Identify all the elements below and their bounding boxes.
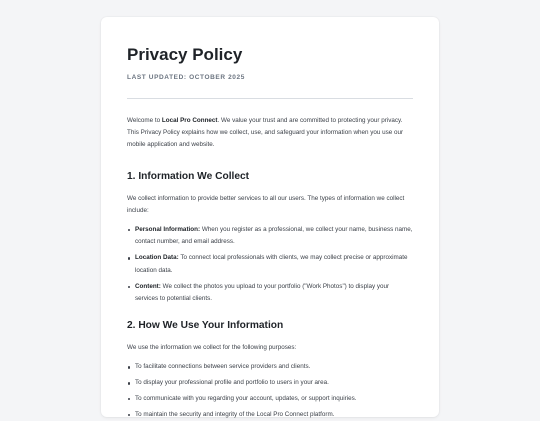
list-item: To maintain the security and integrity of the Local Pro Connect platform. — [135, 409, 413, 421]
list-item-label: Content: — [135, 282, 161, 290]
list-item: To facilitate connections between service providers and clients. — [135, 361, 413, 373]
list-item-label: Location Data: — [135, 254, 179, 262]
last-updated-label: LAST UPDATED: OCTOBER 2025 — [127, 74, 245, 81]
section-heading-use: 2. How We Use Your Information — [127, 320, 284, 332]
intro-prefix: Welcome to — [127, 117, 162, 124]
list-item-text: We collect the photos you upload to your portfolio ("Work Photos") to display your services to potential clients. — [135, 282, 390, 303]
page-title: Privacy Policy — [127, 45, 243, 64]
list-item-text: To connect local professionals with clients, we may collect precise or approximate location data. — [135, 254, 408, 274]
list-item-label: Personal Information: — [135, 226, 201, 234]
collect-list — [127, 224, 413, 305]
list-item — [135, 281, 413, 305]
section-heading-collect: 1. Information We Collect — [127, 170, 250, 182]
intro-paragraph — [127, 115, 413, 152]
intro-suffix: . We value your trust and are committed to protecting your privacy. This Privacy Policy explains how we collect, use, and safeguard your information when you use our mobile application and website. — [127, 117, 404, 149]
list-item: To display your professional profile and portfolio to users in your area. — [135, 377, 413, 389]
policy-card — [101, 17, 439, 417]
section-intro-collect: We collect information to provide better services to all our users. The types of information we collect include: — [127, 194, 405, 214]
list-item — [135, 252, 413, 276]
list-item-text: When you register as a professional, we collect your name, business name, contact number, and email address. — [135, 226, 413, 246]
divider — [127, 98, 413, 99]
list-item — [135, 224, 413, 248]
brand-name: Local Pro Connect — [161, 117, 218, 124]
section-intro-use: We use the information we collect for the following purposes: — [127, 344, 297, 352]
use-list — [127, 361, 413, 421]
list-item: To communicate with you regarding your account, updates, or support inquiries. — [135, 393, 413, 405]
